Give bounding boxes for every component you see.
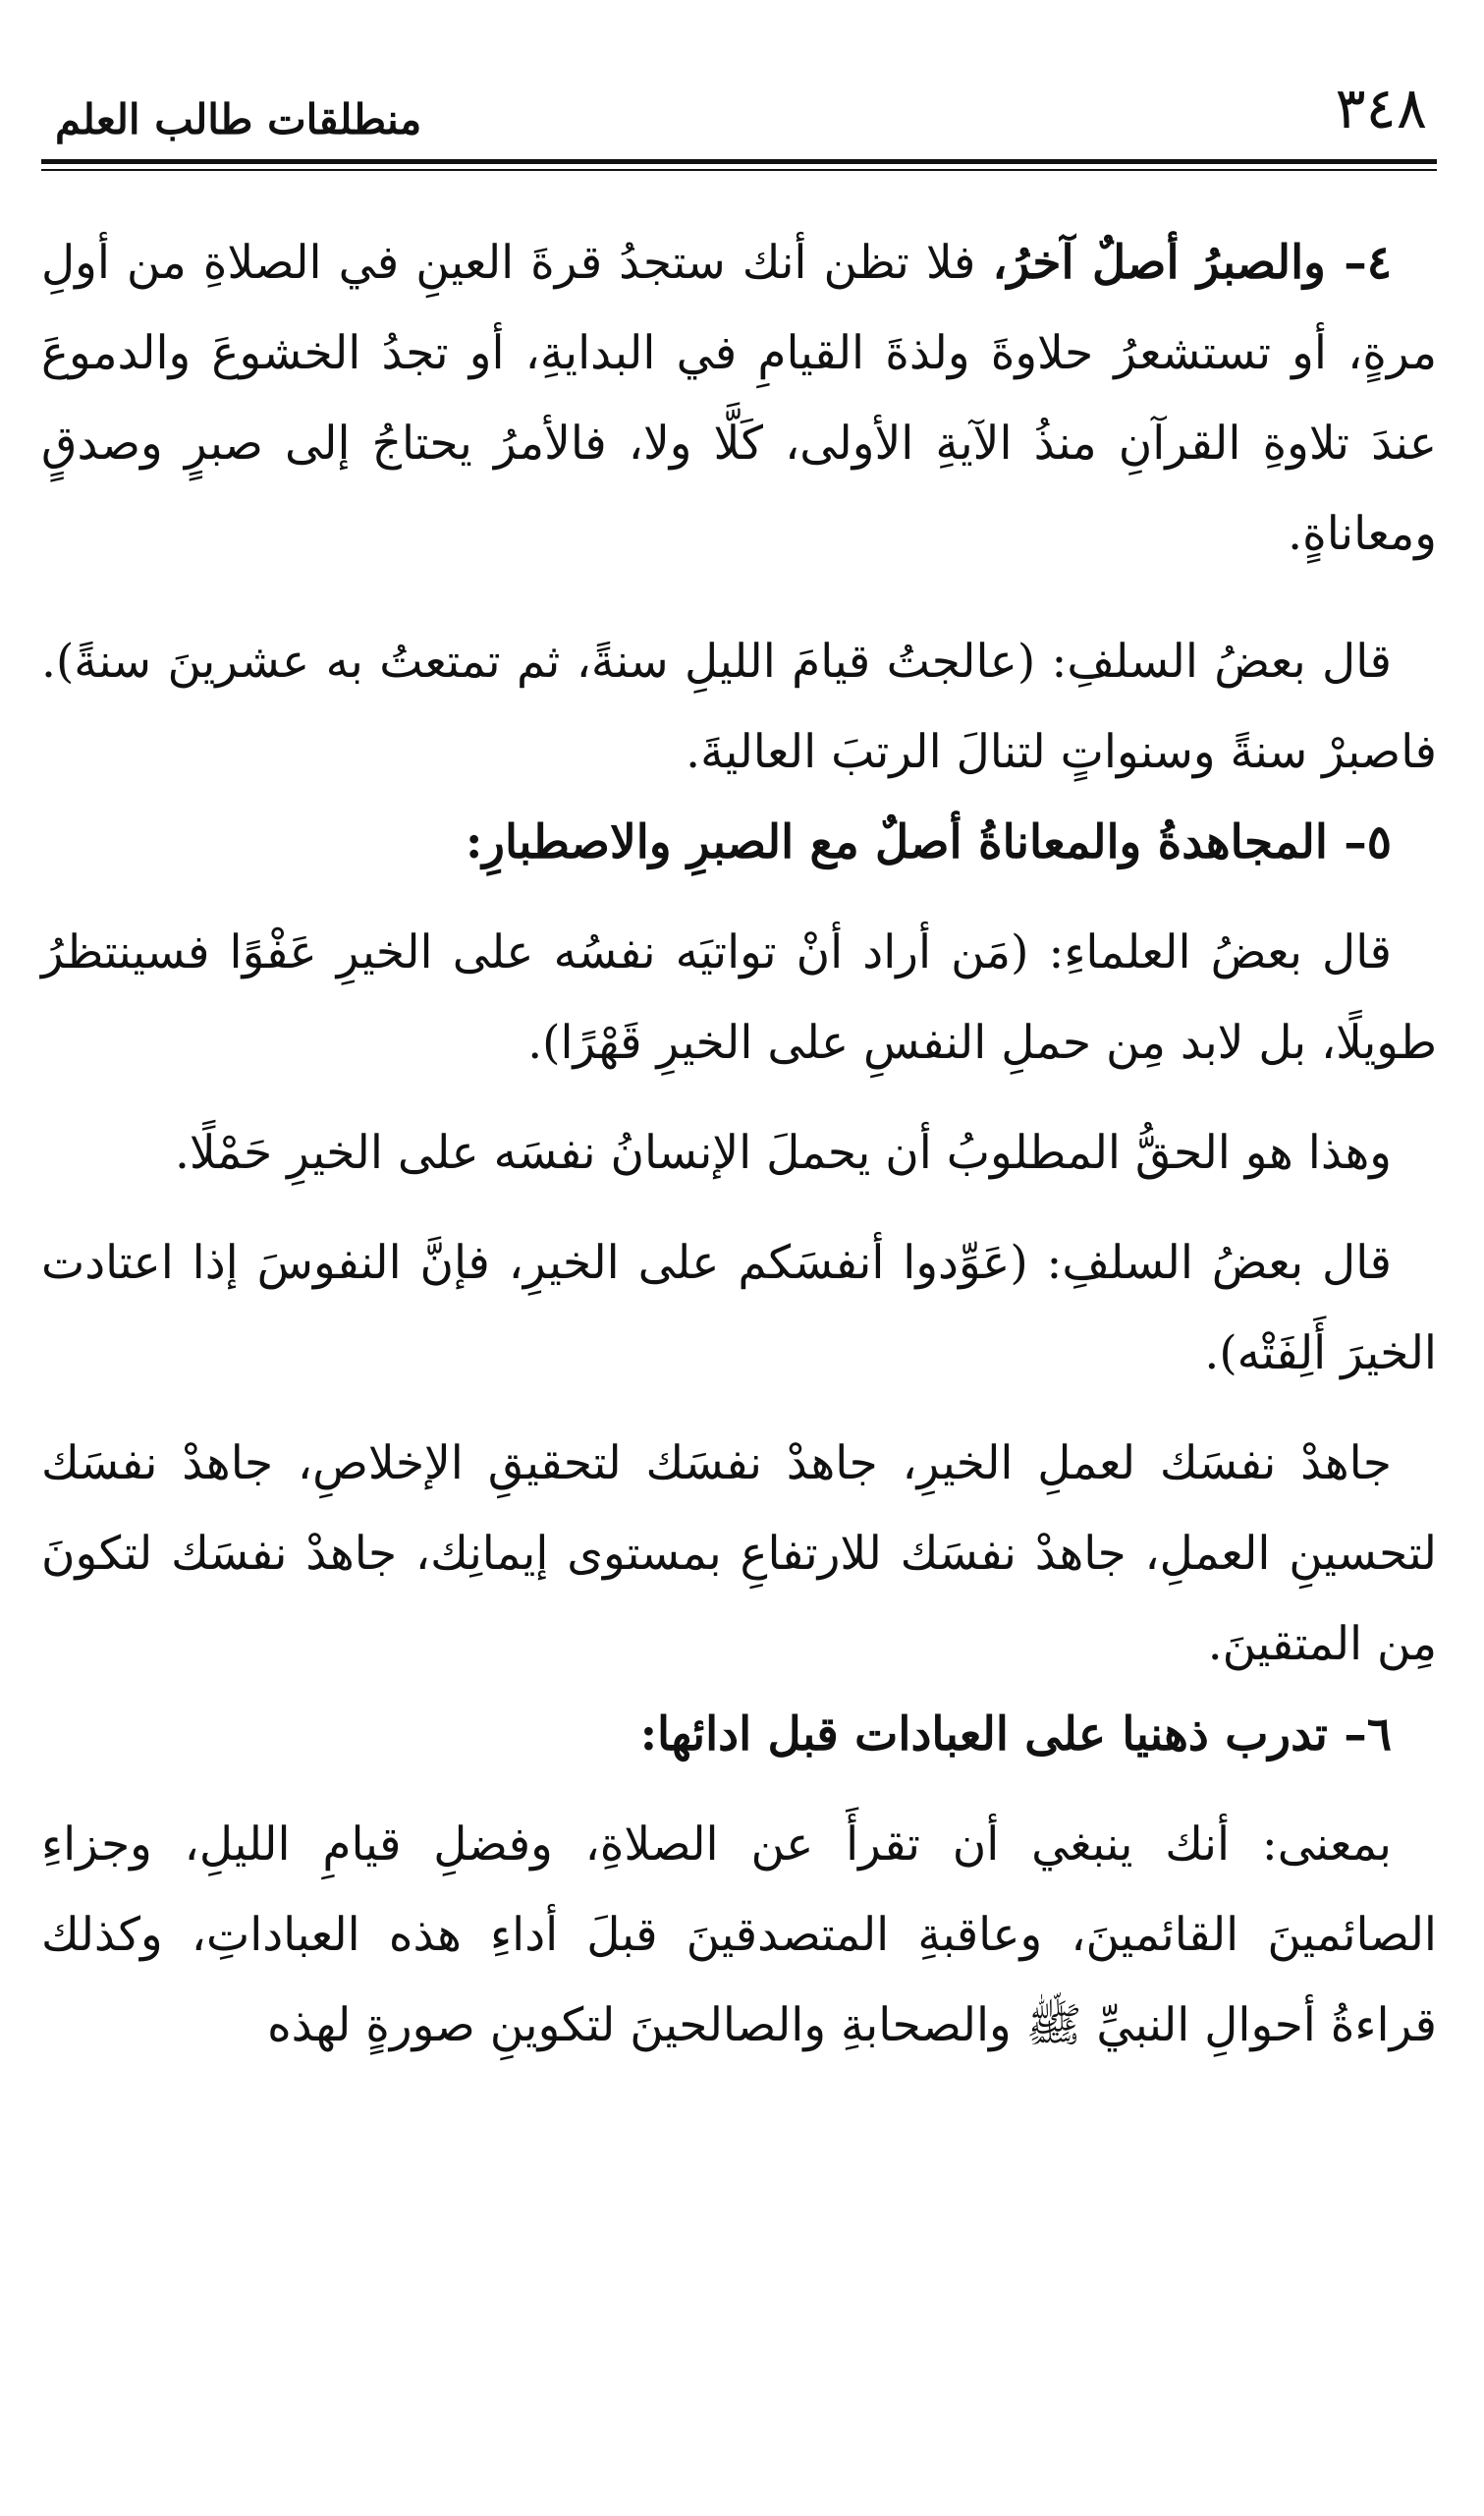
point-4-text: فلا تظن أنك ستجدُ قرةَ العينِ في الصلاةِ من أولِ مرةٍ، أو تستشعرُ حلاوةَ ولذةَ القيامِ في البدايةِ، أو تجدُ الخشوعَ والدموعَ عندَ تلاوةِ القرآنِ منذُ الآيةِ الأولى، كَلَّا ولا، فالأمرُ يحتاجُ إلى صبرٍ وصدقٍ ومعاناةٍ. bbox=[41, 236, 1437, 561]
paragraph-patience bbox=[41, 218, 1437, 580]
paragraph-salaf-quote-2: قال بعضُ السلفِ: (عَوِّدوا أنفسَكم على الخيرِ، فإنَّ النفوسَ إذا اعتادت الخيرَ أَلِفَتْه). bbox=[41, 1236, 1437, 1380]
page-header bbox=[41, 0, 1437, 179]
paragraph-salaf-quote-1: قال بعضُ السلفِ: (عالجتُ قيامَ الليلِ سنةً، ثم تمتعتُ به عشرينَ سنةً). فاصبرْ سنةً وسنواتٍ لتنالَ الرتبَ العاليةَ. bbox=[41, 635, 1437, 779]
point-4-lead: ٤– والصبرُ أصلٌ آخرُ، bbox=[992, 236, 1392, 290]
page-number: ٣٤٨ bbox=[1335, 75, 1427, 141]
header-rule-thick bbox=[41, 159, 1437, 164]
page-body bbox=[41, 179, 1437, 2071]
paragraph-scholar-quote: قال بعضُ العلماءِ: (مَن أراد أنْ تواتيَه نفسُه على الخيرِ عَفْوًا فسينتظرُ طويلًا، بل لابد مِن حملِ النفسِ على الخيرِ قَهْرًا). bbox=[41, 925, 1437, 1070]
paragraph-struggle: جاهدْ نفسَك لعملِ الخيرِ، جاهدْ نفسَك لتحقيقِ الإخلاصِ، جاهدْ نفسَك لتحسينِ العملِ، جاهدْ نفسَك للارتفاعِ بمستوى إيمانِك، جاهدْ نفسَك لتكونَ مِن المتقينَ. bbox=[41, 1436, 1437, 1671]
running-title: منطلقات طالب العلم bbox=[55, 95, 422, 143]
header-rule-thin bbox=[41, 169, 1437, 171]
paragraph-mental-training: بمعنى: أنك ينبغي أن تقرأَ عن الصلاةِ، وفضلِ قيامِ الليلِ، وجزاءِ الصائمينَ القائمينَ، وعاقبةِ المتصدقينَ قبلَ أداءِ هذه العباداتِ، وكذلك قراءةُ أحوالِ النبيِّ ﷺ والصحابةِ والصالحينَ لتكوينِ صورةٍ لهذه bbox=[41, 1817, 1437, 2052]
heading-point-6: ٦– تدرب ذهنيا على العبادات قبل ادائها: bbox=[639, 1707, 1392, 1761]
paragraph-truth: وهذا هو الحقُّ المطلوبُ أن يحملَ الإنسانُ نفسَه على الخيرِ حَمْلًا. bbox=[174, 1126, 1392, 1180]
heading-point-5: ٥– المجاهدةُ والمعاناةُ أصلٌ مع الصبرِ والاصطبارِ: bbox=[465, 815, 1392, 869]
